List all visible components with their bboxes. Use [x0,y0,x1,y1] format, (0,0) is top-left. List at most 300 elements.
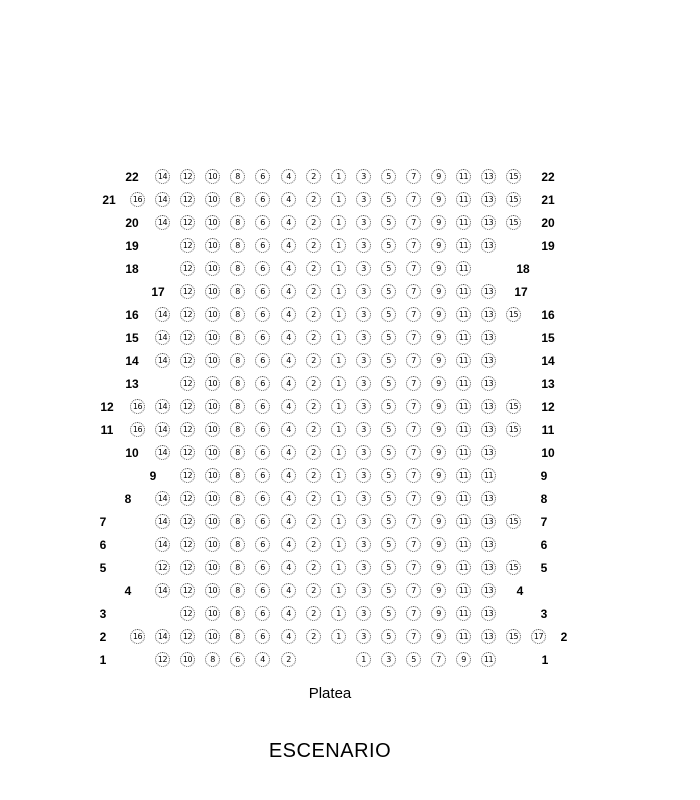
seat[interactable]: 7 [406,399,421,414]
seat[interactable]: 8 [230,560,245,575]
seat[interactable]: 2 [306,353,321,368]
seat[interactable]: 5 [381,560,396,575]
seat[interactable]: 4 [281,422,296,437]
seat[interactable]: 6 [255,353,270,368]
seat[interactable]: 4 [281,606,296,621]
seat[interactable]: 9 [431,215,446,230]
seat[interactable]: 12 [180,491,195,506]
seat[interactable]: 7 [406,330,421,345]
seat[interactable]: 13 [481,238,496,253]
seat[interactable]: 15 [506,192,521,207]
seat[interactable]: 10 [180,652,195,667]
seat[interactable]: 12 [180,399,195,414]
seat[interactable]: 1 [356,652,371,667]
seat[interactable]: 13 [481,606,496,621]
seat[interactable]: 12 [155,560,170,575]
seat[interactable]: 5 [381,330,396,345]
seat[interactable]: 9 [431,238,446,253]
seat[interactable]: 7 [406,284,421,299]
seat[interactable]: 11 [456,514,471,529]
seat[interactable]: 4 [281,261,296,276]
seat[interactable]: 8 [230,629,245,644]
seat[interactable]: 5 [381,307,396,322]
seat[interactable]: 1 [331,307,346,322]
seat[interactable]: 2 [306,514,321,529]
seat[interactable]: 1 [331,376,346,391]
seat[interactable]: 8 [230,192,245,207]
seat[interactable]: 11 [456,629,471,644]
seat[interactable]: 11 [456,376,471,391]
seat[interactable]: 1 [331,606,346,621]
seat[interactable]: 3 [356,606,371,621]
seat[interactable]: 1 [331,399,346,414]
seat[interactable]: 11 [481,652,496,667]
seat[interactable]: 6 [255,192,270,207]
seat[interactable]: 4 [281,583,296,598]
seat[interactable]: 10 [205,629,220,644]
seat[interactable]: 9 [431,583,446,598]
seat[interactable]: 3 [356,215,371,230]
seat[interactable]: 4 [281,376,296,391]
seat[interactable]: 7 [431,652,446,667]
seat[interactable]: 2 [306,491,321,506]
seat[interactable]: 2 [306,376,321,391]
seat[interactable]: 6 [255,583,270,598]
seat[interactable]: 13 [481,284,496,299]
seat[interactable]: 3 [356,491,371,506]
seat[interactable]: 12 [180,537,195,552]
seat[interactable]: 15 [506,399,521,414]
seat[interactable]: 13 [481,560,496,575]
seat[interactable]: 11 [456,192,471,207]
seat[interactable]: 11 [456,307,471,322]
seat[interactable]: 8 [230,169,245,184]
seat[interactable]: 11 [456,284,471,299]
seat[interactable]: 9 [431,491,446,506]
seat[interactable]: 9 [431,560,446,575]
seat[interactable]: 3 [356,468,371,483]
seat[interactable]: 5 [381,468,396,483]
seat[interactable]: 8 [230,330,245,345]
seat[interactable]: 10 [205,353,220,368]
seat[interactable]: 4 [281,307,296,322]
seat[interactable]: 6 [255,307,270,322]
seat[interactable]: 6 [255,606,270,621]
seat[interactable]: 5 [381,629,396,644]
seat[interactable]: 12 [180,307,195,322]
seat[interactable]: 13 [481,422,496,437]
seat[interactable]: 8 [230,307,245,322]
seat[interactable]: 4 [281,353,296,368]
seat[interactable]: 11 [456,261,471,276]
seat[interactable]: 13 [481,307,496,322]
seat[interactable]: 11 [456,468,471,483]
seat[interactable]: 1 [331,353,346,368]
seat[interactable]: 9 [431,629,446,644]
seat[interactable]: 12 [180,445,195,460]
seat[interactable]: 6 [255,422,270,437]
seat[interactable]: 9 [431,330,446,345]
seat[interactable]: 2 [306,238,321,253]
seat[interactable]: 14 [155,629,170,644]
seat[interactable]: 9 [431,514,446,529]
seat[interactable]: 10 [205,215,220,230]
seat[interactable]: 15 [506,422,521,437]
seat[interactable]: 10 [205,606,220,621]
seat[interactable]: 12 [180,192,195,207]
seat[interactable]: 4 [281,560,296,575]
seat[interactable]: 7 [406,422,421,437]
seat[interactable]: 3 [356,353,371,368]
seat[interactable]: 7 [406,606,421,621]
seat[interactable]: 4 [281,468,296,483]
seat[interactable]: 4 [281,399,296,414]
seat[interactable]: 11 [456,491,471,506]
seat[interactable]: 6 [255,399,270,414]
seat[interactable]: 5 [381,192,396,207]
seat[interactable]: 11 [456,215,471,230]
seat[interactable]: 3 [356,330,371,345]
seat[interactable]: 9 [431,468,446,483]
seat[interactable]: 5 [381,353,396,368]
seat[interactable]: 16 [130,399,145,414]
seat[interactable]: 10 [205,330,220,345]
seat[interactable]: 10 [205,537,220,552]
seat[interactable]: 2 [306,445,321,460]
seat[interactable]: 10 [205,192,220,207]
seat[interactable]: 2 [306,606,321,621]
seat[interactable]: 6 [255,284,270,299]
seat[interactable]: 10 [205,238,220,253]
seat[interactable]: 9 [431,284,446,299]
seat[interactable]: 15 [506,514,521,529]
seat[interactable]: 11 [456,606,471,621]
seat[interactable]: 12 [155,652,170,667]
seat[interactable]: 1 [331,215,346,230]
seat[interactable]: 8 [230,422,245,437]
seat[interactable]: 3 [356,537,371,552]
seat[interactable]: 2 [306,422,321,437]
seat[interactable]: 5 [381,399,396,414]
seat[interactable]: 12 [180,215,195,230]
seat[interactable]: 4 [281,330,296,345]
seat[interactable]: 6 [255,514,270,529]
seat[interactable]: 3 [381,652,396,667]
seat[interactable]: 1 [331,330,346,345]
seat[interactable]: 1 [331,261,346,276]
seat[interactable]: 10 [205,422,220,437]
seat[interactable]: 5 [381,376,396,391]
seat[interactable]: 9 [431,261,446,276]
seat[interactable]: 11 [481,468,496,483]
seat[interactable]: 10 [205,376,220,391]
seat[interactable]: 11 [456,238,471,253]
seat[interactable]: 4 [281,629,296,644]
seat[interactable]: 4 [281,238,296,253]
seat[interactable]: 9 [431,537,446,552]
seat[interactable]: 6 [255,238,270,253]
seat[interactable]: 8 [230,376,245,391]
seat[interactable]: 3 [356,445,371,460]
seat[interactable]: 17 [531,629,546,644]
seat[interactable]: 5 [381,261,396,276]
seat[interactable]: 8 [230,261,245,276]
seat[interactable]: 10 [205,560,220,575]
seat[interactable]: 8 [230,537,245,552]
seat[interactable]: 1 [331,537,346,552]
seat[interactable]: 10 [205,261,220,276]
seat[interactable]: 14 [155,514,170,529]
seat[interactable]: 1 [331,192,346,207]
seat[interactable]: 8 [230,353,245,368]
seat[interactable]: 9 [431,606,446,621]
seat[interactable]: 7 [406,353,421,368]
seat[interactable]: 3 [356,169,371,184]
seat[interactable]: 8 [230,491,245,506]
seat[interactable]: 2 [306,284,321,299]
seat[interactable]: 4 [281,215,296,230]
seat[interactable]: 16 [130,192,145,207]
seat[interactable]: 15 [506,629,521,644]
seat[interactable]: 5 [406,652,421,667]
seat[interactable]: 11 [456,353,471,368]
seat[interactable]: 12 [180,583,195,598]
seat[interactable]: 7 [406,537,421,552]
seat[interactable]: 13 [481,215,496,230]
seat[interactable]: 12 [180,514,195,529]
seat[interactable]: 14 [155,445,170,460]
seat[interactable]: 4 [281,169,296,184]
seat[interactable]: 9 [431,376,446,391]
seat[interactable]: 13 [481,514,496,529]
seat[interactable]: 8 [230,468,245,483]
seat[interactable]: 7 [406,514,421,529]
seat[interactable]: 2 [306,629,321,644]
seat[interactable]: 12 [180,560,195,575]
seat[interactable]: 3 [356,583,371,598]
seat[interactable]: 7 [406,629,421,644]
seat[interactable]: 9 [431,353,446,368]
seat[interactable]: 6 [255,330,270,345]
seat[interactable]: 1 [331,284,346,299]
seat[interactable]: 5 [381,583,396,598]
seat[interactable]: 7 [406,192,421,207]
seat[interactable]: 12 [180,422,195,437]
seat[interactable]: 5 [381,491,396,506]
seat[interactable]: 2 [306,307,321,322]
seat[interactable]: 10 [205,468,220,483]
seat[interactable]: 10 [205,514,220,529]
seat[interactable]: 11 [456,399,471,414]
seat[interactable]: 6 [255,468,270,483]
seat[interactable]: 14 [155,353,170,368]
seat[interactable]: 6 [255,261,270,276]
seat[interactable]: 12 [180,353,195,368]
seat[interactable]: 8 [230,606,245,621]
seat[interactable]: 8 [230,215,245,230]
seat[interactable]: 14 [155,583,170,598]
seat[interactable]: 1 [331,629,346,644]
seat[interactable]: 13 [481,353,496,368]
seat[interactable]: 6 [255,560,270,575]
seat[interactable]: 7 [406,560,421,575]
seat[interactable]: 9 [456,652,471,667]
seat[interactable]: 5 [381,445,396,460]
seat[interactable]: 10 [205,169,220,184]
seat[interactable]: 2 [306,330,321,345]
seat[interactable]: 2 [281,652,296,667]
seat[interactable]: 14 [155,491,170,506]
seat[interactable]: 1 [331,514,346,529]
seat[interactable]: 2 [306,261,321,276]
seat[interactable]: 2 [306,537,321,552]
seat[interactable]: 7 [406,307,421,322]
seat[interactable]: 1 [331,491,346,506]
seat[interactable]: 3 [356,629,371,644]
seat[interactable]: 3 [356,399,371,414]
seat[interactable]: 13 [481,583,496,598]
seat[interactable]: 9 [431,192,446,207]
seat[interactable]: 7 [406,376,421,391]
seat[interactable]: 13 [481,537,496,552]
seat[interactable]: 11 [456,169,471,184]
seat[interactable]: 10 [205,307,220,322]
seat[interactable]: 3 [356,514,371,529]
seat[interactable]: 6 [255,376,270,391]
seat[interactable]: 9 [431,445,446,460]
seat[interactable]: 2 [306,399,321,414]
seat[interactable]: 3 [356,238,371,253]
seat[interactable]: 7 [406,261,421,276]
seat[interactable]: 15 [506,215,521,230]
seat[interactable]: 2 [306,169,321,184]
seat[interactable]: 1 [331,583,346,598]
seat[interactable]: 7 [406,445,421,460]
seat[interactable]: 2 [306,468,321,483]
seat[interactable]: 11 [456,560,471,575]
seat[interactable]: 4 [281,192,296,207]
seat[interactable]: 11 [456,422,471,437]
seat[interactable]: 12 [180,629,195,644]
seat[interactable]: 9 [431,307,446,322]
seat[interactable]: 5 [381,238,396,253]
seat[interactable]: 10 [205,583,220,598]
seat[interactable]: 4 [281,284,296,299]
seat[interactable]: 8 [230,284,245,299]
seat[interactable]: 7 [406,238,421,253]
seat[interactable]: 9 [431,169,446,184]
seat[interactable]: 14 [155,169,170,184]
seat[interactable]: 13 [481,169,496,184]
seat[interactable]: 5 [381,606,396,621]
seat[interactable]: 13 [481,445,496,460]
seat[interactable]: 13 [481,399,496,414]
seat[interactable]: 8 [230,445,245,460]
seat[interactable]: 6 [230,652,245,667]
seat[interactable]: 6 [255,445,270,460]
seat[interactable]: 15 [506,169,521,184]
seat[interactable]: 12 [180,376,195,391]
seat[interactable]: 2 [306,560,321,575]
seat[interactable]: 1 [331,445,346,460]
seat[interactable]: 6 [255,491,270,506]
seat[interactable]: 1 [331,560,346,575]
seat[interactable]: 11 [456,445,471,460]
seat[interactable]: 7 [406,491,421,506]
seat[interactable]: 14 [155,330,170,345]
seat[interactable]: 13 [481,491,496,506]
seat[interactable]: 14 [155,399,170,414]
seat[interactable]: 2 [306,583,321,598]
seat[interactable]: 12 [180,606,195,621]
seat[interactable]: 16 [130,629,145,644]
seat[interactable]: 15 [506,307,521,322]
seat[interactable]: 8 [205,652,220,667]
seat[interactable]: 13 [481,629,496,644]
seat[interactable]: 5 [381,422,396,437]
seat[interactable]: 3 [356,284,371,299]
seat[interactable]: 8 [230,399,245,414]
seat[interactable]: 14 [155,422,170,437]
seat[interactable]: 8 [230,514,245,529]
seat[interactable]: 15 [506,560,521,575]
seat[interactable]: 9 [431,422,446,437]
seat[interactable]: 7 [406,169,421,184]
seat[interactable]: 1 [331,238,346,253]
seat[interactable]: 4 [281,537,296,552]
seat[interactable]: 12 [180,468,195,483]
seat[interactable]: 12 [180,169,195,184]
seat[interactable]: 11 [456,330,471,345]
seat[interactable]: 8 [230,238,245,253]
seat[interactable]: 11 [456,583,471,598]
seat[interactable]: 7 [406,583,421,598]
seat[interactable]: 10 [205,491,220,506]
seat[interactable]: 5 [381,169,396,184]
seat[interactable]: 14 [155,537,170,552]
seat[interactable]: 3 [356,376,371,391]
seat[interactable]: 10 [205,284,220,299]
seat[interactable]: 12 [180,261,195,276]
seat[interactable]: 3 [356,261,371,276]
seat[interactable]: 14 [155,307,170,322]
seat[interactable]: 1 [331,422,346,437]
seat[interactable]: 5 [381,215,396,230]
seat[interactable]: 8 [230,583,245,598]
seat[interactable]: 12 [180,284,195,299]
seat[interactable]: 10 [205,399,220,414]
seat[interactable]: 1 [331,169,346,184]
seat[interactable]: 12 [180,238,195,253]
seat[interactable]: 4 [281,514,296,529]
seat[interactable]: 7 [406,215,421,230]
seat[interactable]: 6 [255,169,270,184]
seat[interactable]: 6 [255,537,270,552]
seat[interactable]: 13 [481,192,496,207]
seat[interactable]: 3 [356,192,371,207]
seat[interactable]: 4 [281,491,296,506]
seat[interactable]: 5 [381,284,396,299]
seat[interactable]: 13 [481,376,496,391]
seat[interactable]: 11 [456,537,471,552]
seat[interactable]: 14 [155,215,170,230]
seat[interactable]: 3 [356,422,371,437]
seat[interactable]: 2 [306,215,321,230]
seat[interactable]: 6 [255,215,270,230]
seat[interactable]: 3 [356,560,371,575]
seat[interactable]: 2 [306,192,321,207]
seat[interactable]: 5 [381,514,396,529]
